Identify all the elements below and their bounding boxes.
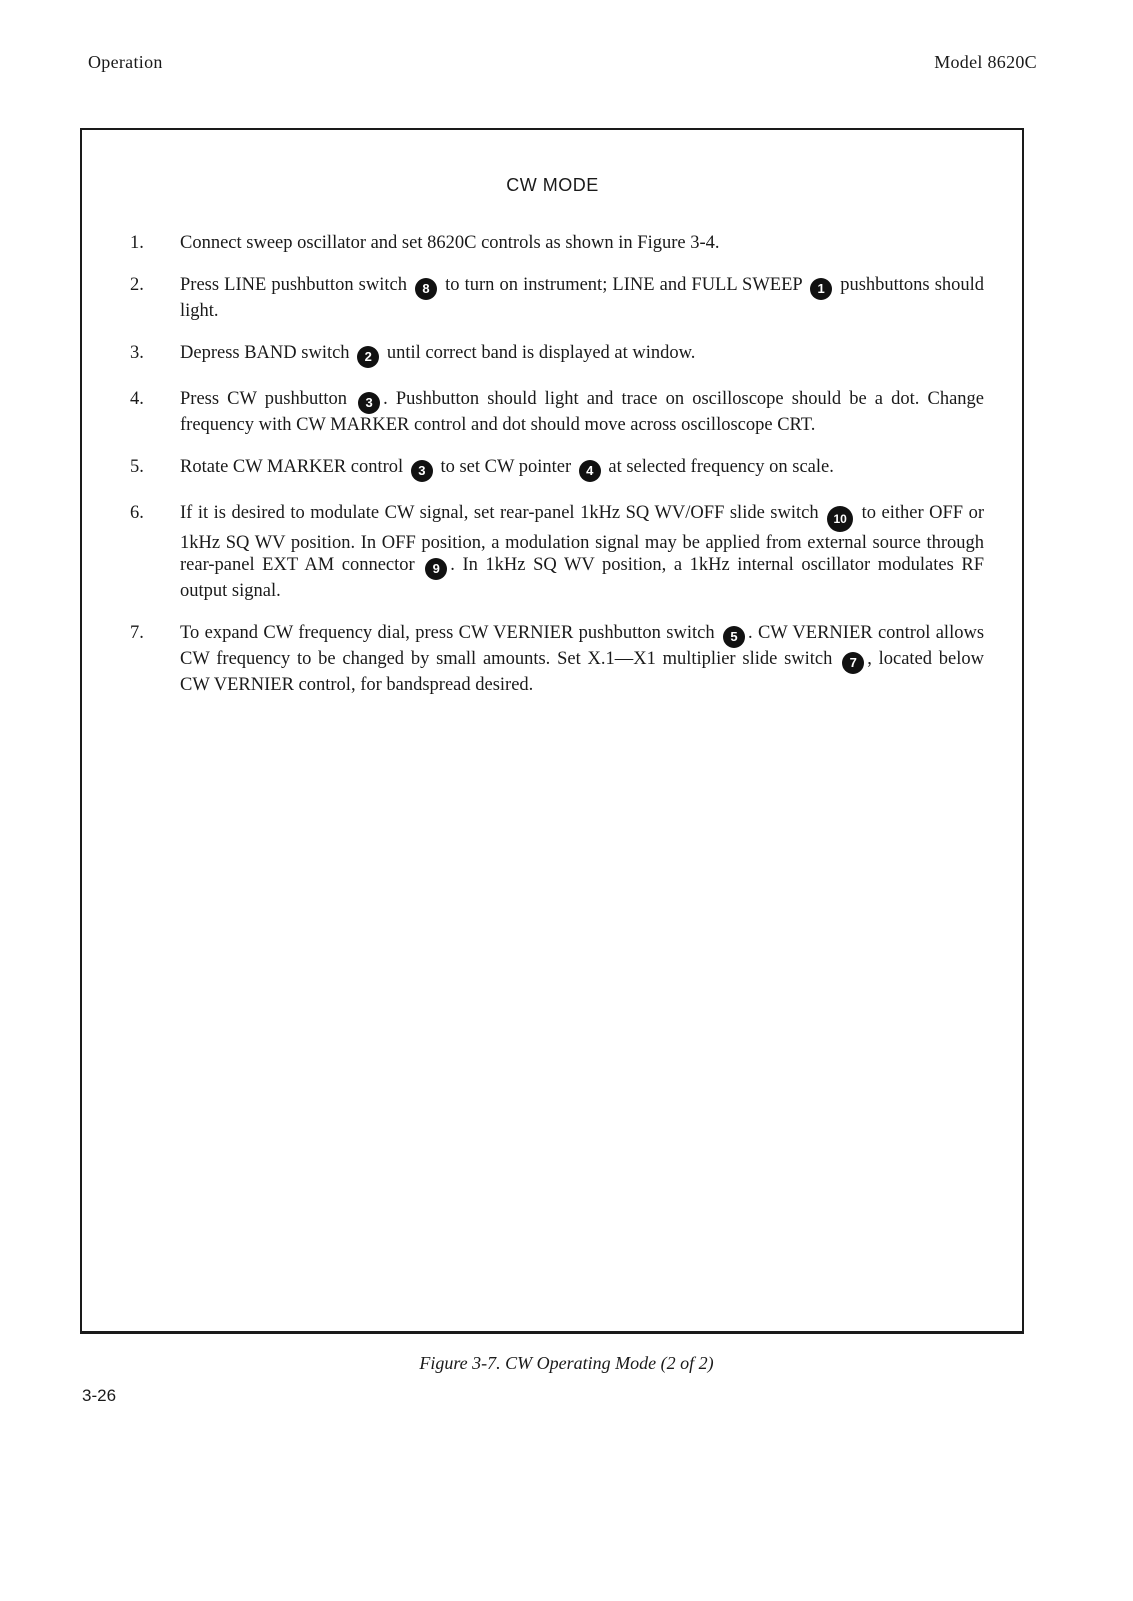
procedure-step [100, 388, 984, 436]
step-number: 2. [130, 275, 144, 295]
step-text-run: to turn on instrument; LINE and FULL SWEEP [445, 275, 803, 295]
callout-number-icon: 4 [579, 460, 601, 482]
step-number: 3. [130, 343, 144, 363]
step-text-run: Press LINE pushbutton switch [180, 275, 407, 295]
step-text-run: . CW VERNIER control allows CW frequency to be changed by small amounts. Set X.1—X1 multiplier slide switch [180, 623, 985, 669]
step-text-run: Depress BAND switch [180, 343, 350, 363]
step-text-run: To expand CW frequency dial, press CW VERNIER pushbutton switch [180, 623, 715, 643]
step-number: 6. [130, 503, 144, 523]
step-text-run: Connect sweep oscillator and set 8620C controls as shown in Figure 3-4. [180, 233, 720, 253]
figure-caption: Figure 3-7. CW Operating Mode (2 of 2) [419, 1353, 714, 1373]
procedure-step [100, 502, 984, 602]
step-text [180, 275, 984, 321]
callout-number-icon: 8 [415, 278, 437, 300]
step-number: 1. [130, 233, 144, 253]
step-text-run: , located below CW VERNIER control, for bandspread desired. [180, 649, 985, 695]
procedure-step [100, 232, 984, 254]
step-text-run: Press CW pushbutton [180, 389, 347, 409]
step-text-run: to set CW pointer [440, 457, 572, 477]
callout-number-icon: 3 [411, 460, 433, 482]
step-text [180, 503, 984, 601]
step-text-run: at selected frequency on scale. [608, 457, 834, 477]
step-text [180, 623, 984, 695]
page-number: 3-26 [82, 1386, 117, 1405]
callout-number-icon: 9 [425, 558, 447, 580]
step-text [180, 457, 834, 477]
procedure-step [100, 274, 984, 322]
step-text-run: until correct band is displayed at window. [386, 343, 696, 363]
procedure-step [100, 456, 984, 482]
step-text [180, 343, 695, 363]
running-header-model: Model 8620C [934, 52, 1037, 72]
step-text-run: . Pushbutton should light and trace on oscilloscope should be a dot. Change frequency with CW MARKER control and dot should move across oscilloscope CRT. [180, 389, 984, 435]
step-text [180, 233, 720, 253]
step-text [180, 389, 984, 435]
procedure-step [100, 342, 984, 368]
callout-number-icon: 10 [827, 506, 853, 532]
callout-number-icon: 1 [810, 278, 832, 300]
callout-number-icon: 2 [357, 346, 379, 368]
callout-number-icon: 7 [842, 652, 864, 674]
running-header-section: Operation [88, 52, 163, 72]
step-number: 7. [130, 623, 144, 643]
step-text-run: Rotate CW MARKER control [180, 457, 404, 477]
step-text-run: . In 1kHz SQ WV position, a 1kHz internal oscillator modulates RF output signal. [180, 555, 985, 601]
procedure-step [100, 622, 984, 696]
step-text-run: If it is desired to modulate CW signal, set rear-panel 1kHz SQ WV/OFF slide switch [180, 503, 819, 523]
procedure-steps [100, 232, 984, 716]
procedure-title: CW MODE [506, 175, 599, 195]
callout-number-icon: 3 [358, 392, 380, 414]
step-text-run: pushbuttons should light. [180, 275, 985, 321]
step-number: 4. [130, 389, 144, 409]
callout-number-icon: 5 [723, 626, 745, 648]
step-number: 5. [130, 457, 144, 477]
step-text-run: to either OFF or 1kHz SQ WV position. In OFF position, a modulation signal may be applied from external source through rear-panel EXT AM connector [180, 503, 985, 575]
